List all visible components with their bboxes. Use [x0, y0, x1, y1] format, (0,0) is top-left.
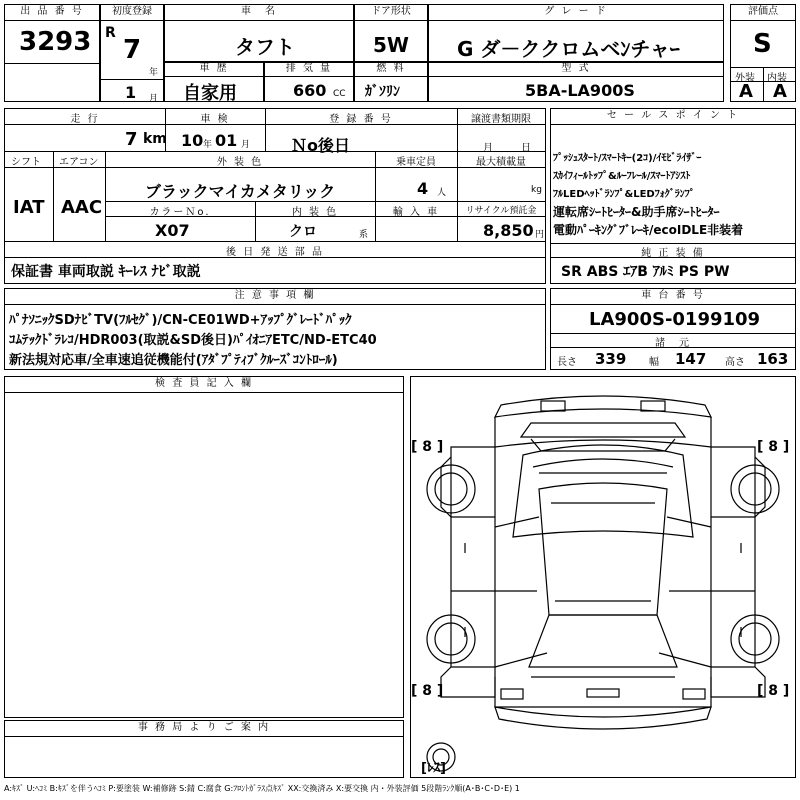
chassis-box	[550, 288, 796, 370]
ext-label: 外装	[735, 73, 755, 84]
reg-label: 登 録 番 号	[329, 114, 393, 125]
inspection-label: 車 検	[200, 114, 230, 125]
length: 339	[595, 350, 627, 368]
capacity-unit: 人	[437, 188, 447, 198]
chassis-number: LA900S-0199109	[589, 309, 761, 330]
import-label: 輸 入 車	[392, 207, 440, 218]
tire-rear-left: [ 8 ]	[411, 683, 444, 699]
fuel: ｶﾞｿﾘﾝ	[365, 84, 400, 100]
year-unit: 年	[149, 68, 159, 78]
insp-month-unit: 月	[241, 140, 251, 150]
reg-number: Ｎo後日	[291, 136, 350, 155]
cc-unit: CC	[333, 89, 346, 99]
km-unit: km	[143, 131, 167, 147]
spec-label: 諸 元	[655, 338, 691, 349]
int-label: 内装	[767, 73, 787, 84]
color-number: X07	[155, 221, 190, 240]
transfer-day: 日	[521, 143, 531, 154]
month-unit: 月	[149, 94, 159, 104]
model-label: 型 式	[429, 63, 723, 77]
transfer-label: 譲渡書類期限	[471, 114, 531, 125]
insp-year: 10	[181, 131, 204, 150]
car-diagram	[411, 377, 795, 777]
grade-box	[428, 4, 724, 62]
recycle-unit: 円	[535, 230, 545, 240]
interior-unit: 系	[359, 230, 369, 240]
color-label: 外 装 色	[216, 157, 264, 168]
door-box	[354, 4, 428, 62]
sales-line-5: 電動ﾊﾟｰｷﾝｸﾞﾌﾞﾚｰｷ/ecoIDLE非装着	[553, 223, 744, 237]
equipment: SR ABS ｴｱB ｱﾙﾐ PS PW	[561, 264, 730, 280]
tire-rear-right: [ 8 ]	[757, 683, 790, 699]
era: R	[105, 25, 116, 41]
ac: AAC	[61, 197, 103, 218]
fuel-label: 燃 料	[355, 63, 427, 77]
width: 147	[675, 350, 707, 368]
displacement-label: 排 気 量	[265, 63, 353, 77]
mileage-label: 走 行	[70, 114, 100, 125]
score: S	[753, 29, 772, 59]
first-reg-label: 初度登録	[101, 5, 163, 21]
exterior-color: ブラックマイカメタリック	[145, 182, 336, 201]
detail-box	[4, 108, 546, 284]
car-name: タフト	[235, 35, 295, 59]
insp-year-unit: 年	[203, 140, 213, 150]
model: 5BA-LA900S	[525, 81, 635, 100]
recycle-label: リサイクル預託金	[465, 206, 537, 216]
notes-line-1: ﾊﾟﾅｿﾆｯｸSDﾅﾋﾞTV(ﾌﾙｾｸﾞ)/CN-CE01WD+ｱｯﾌﾟｸﾞﾚｰﾄﾞﾊﾟｯｸ	[9, 313, 352, 328]
inspector-label: 検 査 員 記 入 欄	[5, 377, 403, 393]
int-grade: A	[773, 81, 787, 102]
sales-box	[550, 108, 796, 284]
mileage: 7	[125, 129, 138, 150]
ext-grade: A	[739, 81, 753, 102]
notes-line-3: 新法規対応車/全車速追従機能付(ｱﾀﾞﾌﾟﾃｨﾌﾞｸﾙｰｽﾞｺﾝﾄﾛｰﾙ)	[9, 353, 338, 368]
load-label: 最大積載量	[476, 157, 526, 168]
car-name-box	[164, 4, 354, 62]
door-label: ドア形状	[355, 5, 427, 21]
spare-tire: [ﾚｽ]	[421, 761, 446, 776]
first-reg-box	[100, 4, 164, 102]
colorno-label: カラーＮo.	[149, 207, 211, 218]
length-label: 長さ	[557, 357, 577, 368]
sales-line-4: 運転席ｼｰﾄﾋｰﾀｰ&助手席ｼｰﾄﾋｰﾀｰ	[553, 205, 720, 219]
model-box	[428, 62, 724, 102]
office-label: 事 務 局 よ り ご 案 内	[5, 721, 403, 737]
legend-footer: A:ｷｽﾞ U:ﾍｺﾐ B:ｷｽﾞを伴うﾍｺﾐ P:要塗装 W:補修跡 S:錆 C:腐食 G:ﾌﾛﾝﾄｶﾞﾗｽ点ｷｽﾞ XX:交換済み X:要交換 内・外装評価 5段階ﾗﾝｸ順(A･B･C･D･E) 1	[4, 784, 520, 793]
displacement: 660	[293, 81, 327, 100]
sales-line-2: ｽｶｲﾌｨｰﾙﾄｯﾌﾟ&ﾙｰﾌﾚｰﾙ/ｽﾏｰﾄｱｼｽﾄ	[553, 171, 691, 182]
capacity-label: 乗車定員	[396, 157, 436, 168]
width-label: 幅	[649, 357, 659, 368]
equipment-label: 純 正 装 備	[641, 248, 705, 259]
chassis-label: 車 台 番 号	[551, 289, 795, 305]
interior-label: 内 装 色	[291, 207, 339, 218]
load-unit: kg	[531, 185, 542, 195]
grade: G ダ－ククロムベﾝチャｰ	[457, 37, 680, 61]
capacity: 4	[417, 179, 429, 198]
office-box	[4, 720, 404, 778]
sales-line-3: ﾌﾙLEDﾍｯﾄﾞﾗﾝﾌﾟ&LEDﾌｫｸﾞﾗﾝﾌﾟ	[553, 189, 695, 200]
sales-line-1: ﾌﾟｯｼｭｽﾀｰﾄ/ｽﾏｰﾄｷｰ(2ｺ)/ｲﾓﾋﾞﾗｲｻﾞｰ	[553, 153, 702, 164]
height: 163	[757, 350, 789, 368]
notes-box	[4, 288, 546, 370]
interior-color: クロ	[289, 224, 317, 240]
shift-label: シフト	[11, 157, 41, 168]
inspector-box	[4, 376, 404, 718]
ac-label: エアコン	[59, 157, 99, 168]
history-label: 車 歴	[165, 63, 263, 77]
history-box	[164, 62, 264, 102]
sales-label: セ ー ル ス ポ イ ン ト	[551, 109, 795, 125]
tire-front-right: [ 8 ]	[757, 439, 790, 455]
reg-month: 1	[125, 83, 137, 102]
later-parts: 保証書 車両取説 ｷｰﾚｽ ﾅﾋﾞ取説	[11, 264, 201, 280]
reg-year: 7	[123, 35, 142, 65]
transfer-month: 月	[483, 143, 493, 154]
notes-label: 注 意 事 項 欄	[5, 289, 545, 305]
displacement-box	[264, 62, 354, 102]
fuel-box	[354, 62, 428, 102]
car-name-label: 車 名	[165, 5, 353, 21]
shift: IAT	[13, 197, 45, 218]
insp-month: 01	[215, 131, 238, 150]
tire-front-left: [ 8 ]	[411, 439, 444, 455]
lot-number: 3293	[19, 27, 92, 57]
score-box	[730, 4, 796, 102]
door-type: 5W	[373, 33, 409, 57]
grade-label: グ レ ー ド	[429, 5, 723, 21]
score-label: 評価点	[731, 5, 795, 21]
later-parts-label: 後 日 発 送 部 品	[226, 247, 324, 258]
car-diagram-box	[410, 376, 796, 778]
recycle-fee: 8,850	[483, 221, 534, 240]
car-history: 自家用	[183, 83, 237, 104]
height-label: 高さ	[725, 357, 745, 368]
lot-box	[4, 4, 100, 102]
notes-line-2: ｺﾑﾃｯｸﾄﾞﾗﾚｺ/HDR003(取説&SD後日)ﾊﾟｲｵﾆｱETC/ND-ETC40	[9, 333, 377, 348]
lot-label: 出 品 番 号	[5, 5, 99, 21]
